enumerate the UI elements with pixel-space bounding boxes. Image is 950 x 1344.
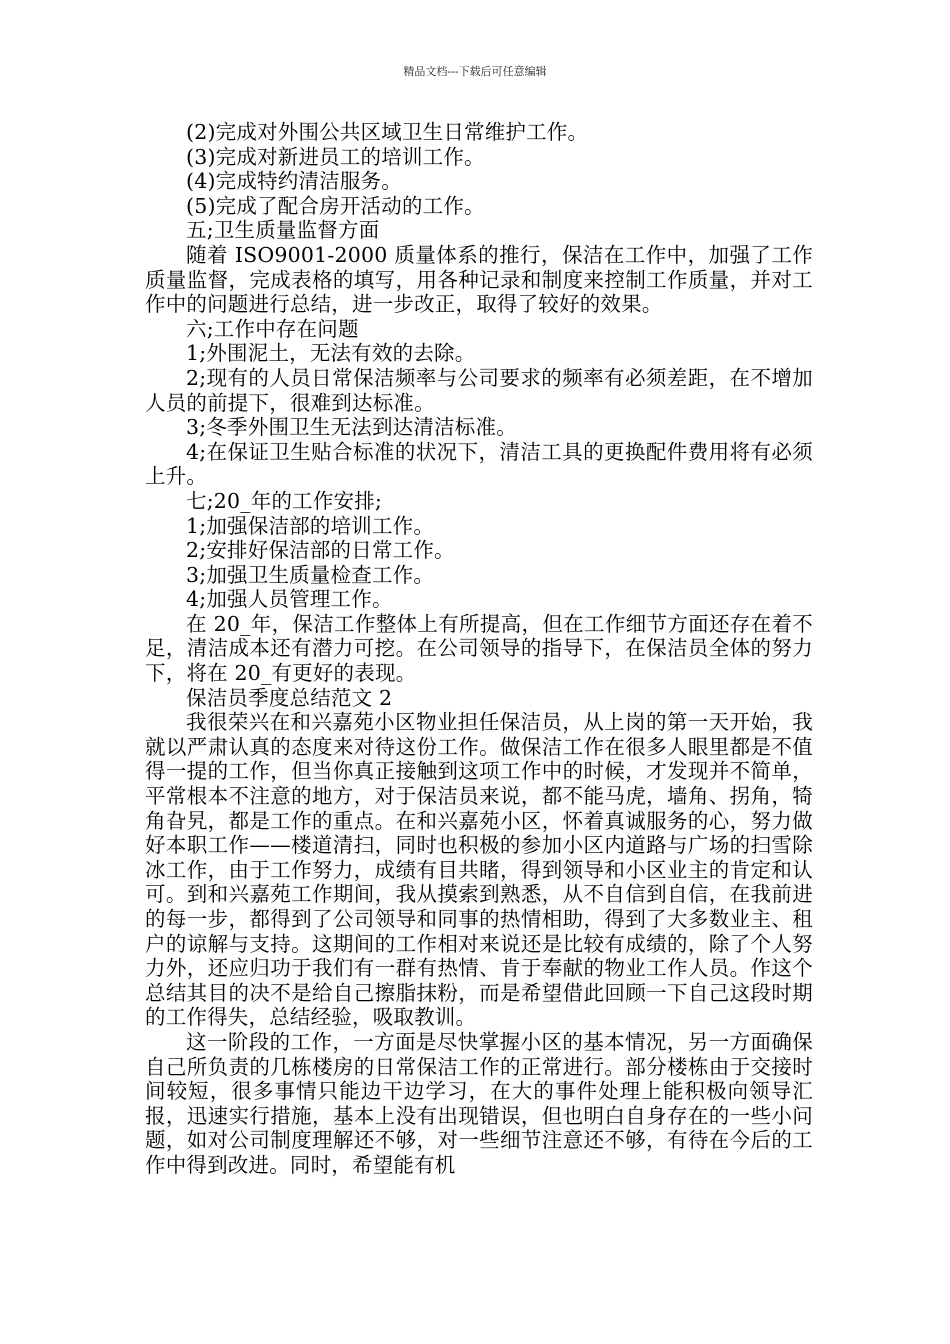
list-item: 1;外围泥土，无法有效的去除。: [186, 341, 476, 366]
list-item: 3;加强卫生质量检查工作。: [186, 562, 435, 587]
list-item: 3;冬季外围卫生无法到达清洁标准。: [186, 415, 517, 440]
list-item: (5)完成了配合房开活动的工作。: [186, 193, 485, 218]
body-paragraph: 随着 ISO9001-2000 质量体系的推行，保洁在工作中，加强了工作质量监督，完成表格的填写，用各种记录和制度来控制工作质量，并对工作中的问题进行总结，进一步改正，取得了较好的效果。: [145, 242, 813, 317]
body-paragraph: 这一阶段的工作，一方面是尽快掌握小区的基本情况，另一方面确保自己所负责的几栋楼房的日常保洁工作的正常进行。部分楼栋由于交接时间较短，很多事情只能边干边学习，在大的事件处理上能积极向领导汇报，迅速实行措施，基本上没有出现错误，但也明白自身存在的一些小问题，如对公司制度理解还不够，对一些细节注意还不够，有待在今后的工作中得到改进。同时，希望能有机: [145, 1029, 813, 1177]
body-paragraph: 我很荣兴在和兴嘉苑小区物业担任保洁员，从上岗的第一天开始，我就以严肃认真的态度来对待这份工作。做保洁工作在很多人眼里都是不值得一提的工作，但当你真正接触到这项工作中的时候，才发现并不简单，平常根本不注意的地方，对于保洁员来说，都不能马虎，墙角、拐角，犄角旮旯，都是工作的重点。在和兴嘉苑小区，怀着真诚服务的心，努力做好本职工作——楼道清扫，同时也积极的参加小区内道路与广场的扫雪除冰工作，由于工作努力，成绩有目共睹，得到领导和小区业主的肯定和认可。到和兴嘉苑工作期间，我从摸索到熟悉，从不自信到自信，在我前进的每一步，都得到了公司领导和同事的热情相助，得到了大多数业主、租户的谅解与支持。这期间的工作相对来说还是比较有成绩的，除了个人努力外，还应归功于我们有一群有热情、肯于奉献的物业工作人员。作这个总结其目的决不是给自己擦脂抹粉，而是希望借此回顾一下自己这段时期的工作得失，总结经验，吸取教训。: [145, 710, 813, 1030]
list-item: 2;安排好保洁部的日常工作。: [186, 538, 455, 563]
list-item: (4)完成特约清洁服务。: [186, 169, 402, 194]
list-item: 1;加强保洁部的培训工作。: [186, 513, 435, 538]
article-title: 保洁员季度总结范文 2: [186, 685, 393, 710]
list-item: 4;加强人员管理工作。: [186, 587, 393, 612]
page-header: 精品文档---下载后可任意编辑: [403, 65, 547, 78]
document-body: [145, 120, 813, 1178]
section-heading: 六;工作中存在问题: [186, 316, 359, 341]
list-item: 4;在保证卫生贴合标准的状况下，清洁工具的更换配件费用将有必须上升。: [145, 439, 813, 489]
section-heading: 五;卫生质量监督方面: [186, 218, 380, 243]
body-paragraph: 在 20_年，保洁工作整体上有所提高，但在工作细节方面还存在着不足，清洁成本还有潜力可挖。在公司领导的指导下，在保洁员全体的努力下，将在 20_有更好的表现。: [145, 611, 813, 686]
list-item: 2;现有的人员日常保洁频率与公司要求的频率有必须差距，在不增加人员的前提下，很难到达标准。: [145, 365, 813, 415]
list-item: (2)完成对外围公共区域卫生日常维护工作。: [186, 120, 589, 144]
list-item: (3)完成对新进员工的培训工作。: [186, 144, 485, 169]
section-heading: 七;20_年的工作安排;: [186, 488, 383, 513]
